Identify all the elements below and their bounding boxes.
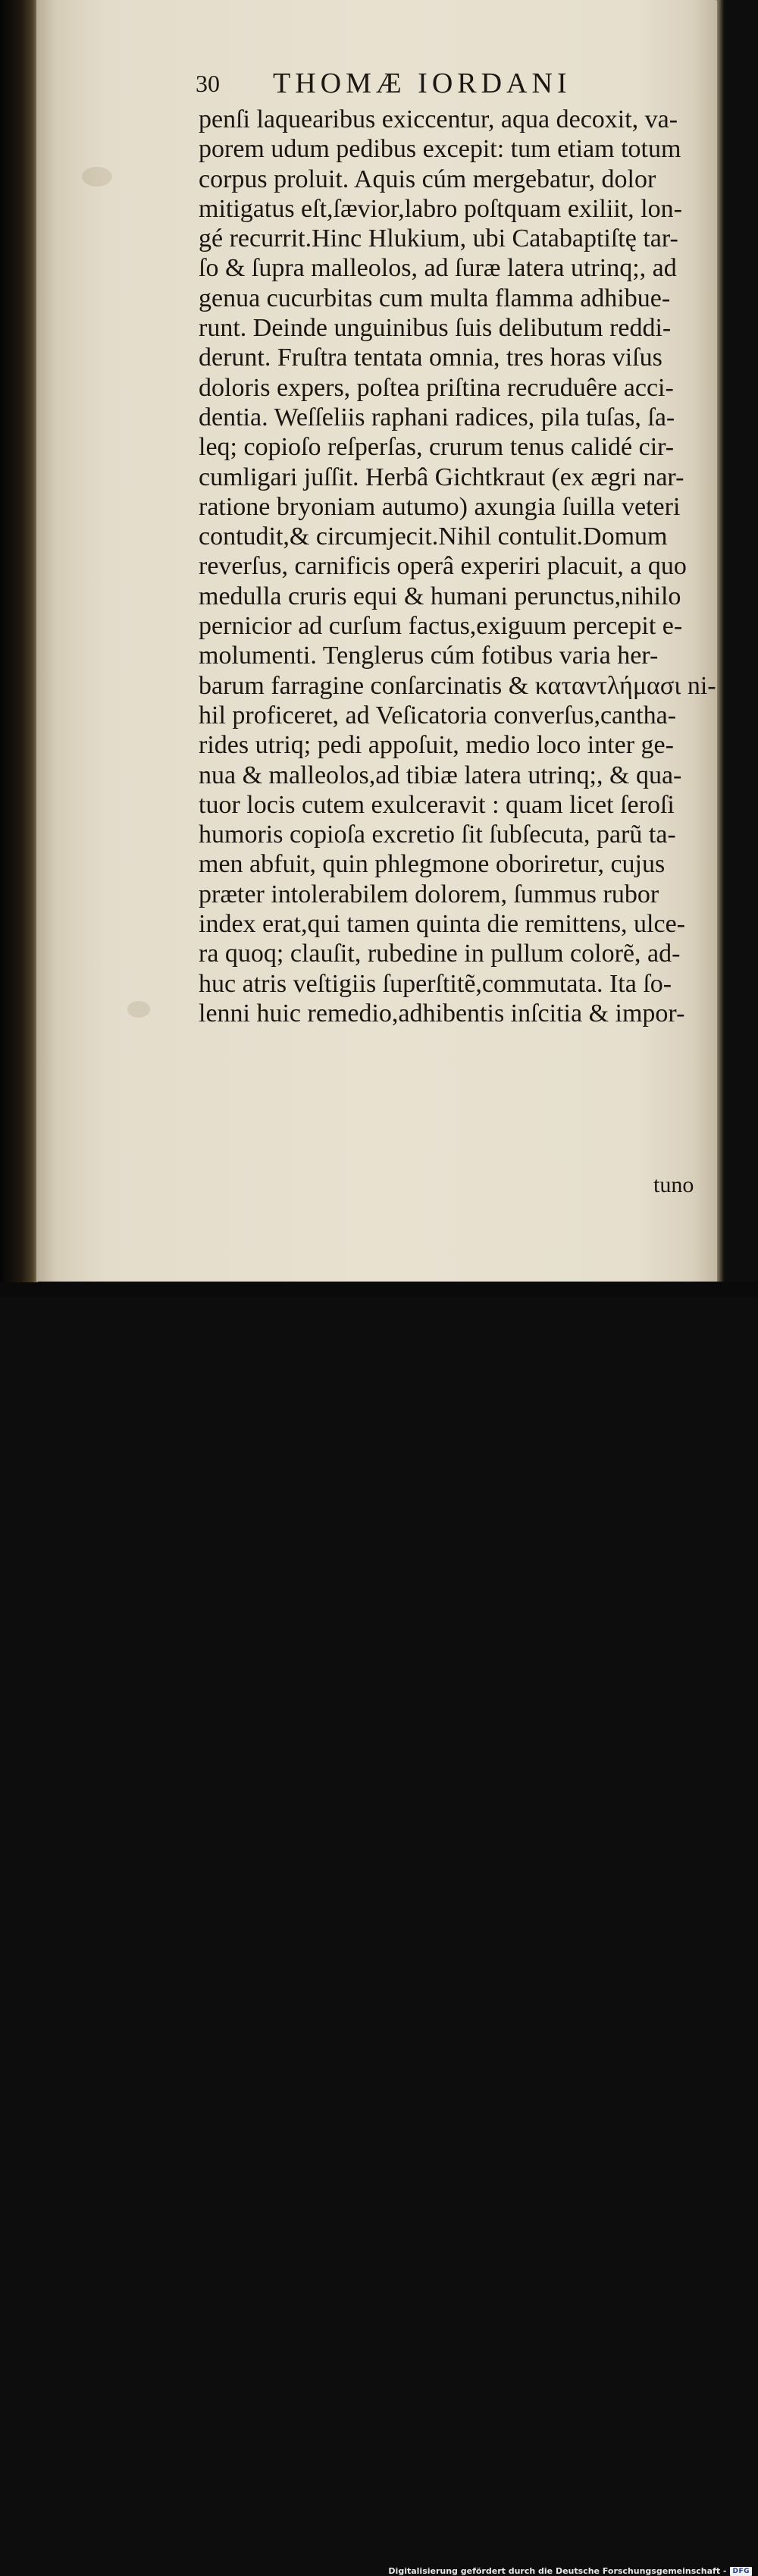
text-line: men abfuit, quin phlegmone oboriretur, cujus [199,850,666,879]
text-line: corpus proluit. Aquis cúm mergebatur, dolor [199,165,656,193]
paper-stain [127,1001,150,1018]
text-line: pernicior ad curſum factus,exiguum percepit e- [199,612,683,641]
text-line: rides utriq; pedi appoſuit, medio loco inter ge- [199,731,674,760]
catchword: tuno [653,1172,694,1197]
text-line: gé recurrit.Hinc Hlukium, ubi Catabaptiſtę tar- [199,224,678,253]
text-line: genua cucurbitas cum multa flamma adhibue- [199,284,671,312]
text-line: huc atris veſtigiis ſuperſtitẽ,commutata. Ita ſo- [199,969,672,998]
funding-credit: Digitalisierung gefördert durch die Deutsche Forschungsgemeinschaft - [388,2566,727,2576]
text-line: doloris expers, poſtea priſtina recruduêre acci- [199,373,674,402]
text-line: cumligari juſſit. Herbâ Gichtkraut (ex ægri nar- [199,463,684,491]
running-head: THOMÆ IORDANI [273,67,572,99]
text-line: mitigatus eſt,ſævior,labro poſtquam exiliit, lon- [199,194,682,223]
page-number: 30 [196,70,220,97]
text-line: porem udum pedibus excepit: tum etiam totum [199,135,681,164]
text-line: lenni huic remedio,adhibentis inſcitia & impor- [199,999,685,1028]
text-line: penſi laquearibus exiccentur, aqua decoxit, va- [199,105,678,133]
text-line: tuor locis cutem exulceravit : quam licet ſeroſi [199,790,675,819]
text-line: ratione bryoniam autumo) axungia ſuilla veteri [199,492,681,521]
dfg-logo: DFG [730,2567,752,2576]
text-line: ra quoq; clauſit, rubedine in pullum colorẽ, ad- [199,940,681,968]
text-line: hil proficeret, ad Veſicatoria converſus,cantha- [199,701,676,730]
text-line: medulla cruris equi & humani perunctus,nihilo [199,582,681,610]
text-line: reverſus, carnificis operâ experiri placuit, a quo [199,552,687,581]
page-header [196,67,666,105]
text-line: humoris copioſa excretio ſit ſubſecuta, parũ ta- [199,820,676,849]
text-line: barum farragine conſarcinatis & καταντλήμασι ni- [199,671,716,700]
footer-bar [0,1282,758,2576]
text-line: præter intolerabilem dolorem, ſummus rubor [199,880,659,908]
text-line: runt. Deinde unguinibus ſuis delibutum reddi- [199,314,672,343]
text-line: derunt. Fruſtra tentata omnia, tres horas viſus [199,344,662,372]
text-line: molumenti. Tenglerus cúm fotibus varia her- [199,642,659,670]
text-line: nua & malleolos,ad tibiæ latera utrinq;, & qua- [199,761,682,789]
text-line: contudit,& circumjecit.Nihil contulit.Domum [199,522,668,551]
text-line: leq; copioſo reſperſas, crurum tenus calidé cir- [199,433,675,462]
paper-stain [82,167,112,187]
text-line: dentia. Weſſeliis raphani radices, pila tuſas, ſa- [199,403,675,431]
text-line: index erat,qui tamen quinta die remittens, ulce- [199,910,685,939]
book-spine-shadow [0,0,38,1297]
body-text [199,105,722,1028]
text-line: ſo & ſupra malleolos, ad ſuræ latera utrinq;, ad [199,254,677,283]
